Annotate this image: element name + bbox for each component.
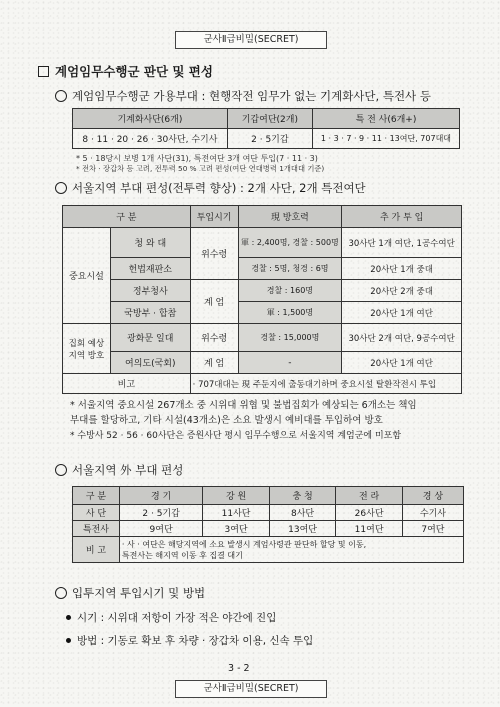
sec3-cell: 7여단: [402, 521, 463, 537]
sec3-cell: 사 단: [73, 505, 120, 521]
sec2-add: 20사단 1개 여단: [342, 302, 462, 324]
sec3-remark: · 사 · 여단은 해당지역에 소요 발생시 계엄사령관 판단하 할당 및 이동, 특전사는 해지역 이동 후 집결 대기: [119, 537, 463, 563]
sec2-bullet: * 수방사 52 · 56 · 60사단은 증원사단 평시 임무수행으로 서울지역 계엄군에 미포함: [70, 431, 402, 441]
sec2-bullet: * 서울지역 중요시설 267개소 중 시위대 위협 및 불법집회가 예상되는 6개소는 책임: [70, 400, 417, 411]
square-bullet-icon: [38, 66, 49, 77]
sec3-cell: 8사단: [269, 505, 336, 521]
sec3-cell: 9여단: [119, 521, 202, 537]
circle-bullet-icon: [55, 90, 67, 102]
sec2-group: 집회 예상 지역 방호: [63, 324, 111, 374]
sec2-remark: · 707대대는 現 주둔지에 출동대기하며 중요시설 탈환작전시 투입: [190, 374, 461, 394]
sec2-timing: 계 엄: [190, 352, 238, 374]
sec3-header: 경 기: [119, 487, 202, 505]
sec3-cell: 26사단: [336, 505, 403, 521]
sec2-add: 30사단 1개 여단, 1공수여단: [342, 228, 462, 258]
sec3-cell: 3여단: [203, 521, 270, 537]
sec2-header: 現 방호력: [238, 206, 342, 228]
sec2-remark-label: 비고: [63, 374, 191, 394]
sec1-note: * 전차 · 장갑차 등 고려, 전투력 50 % 고려 편성(여단 연대병력 1개대대 기준): [76, 164, 325, 173]
sec2-force: 경찰 : 15,000명: [238, 324, 342, 352]
sec1-cell: 2 · 5기갑: [227, 129, 312, 149]
sec1-header: 특 전 사(6개+): [312, 109, 459, 129]
sec2-name: 정부청사: [110, 280, 190, 302]
sec1-title: 계엄임무수행군 가용부대 : 현행작전 임무가 없는 기계화사단, 특전사 등: [55, 88, 431, 104]
sec3-cell: 13여단: [269, 521, 336, 537]
sec2-add: 20사단 1개 중대: [342, 258, 462, 280]
sec2-group: 중요시설: [63, 228, 111, 324]
sec2-name: 여의도(국회): [110, 352, 190, 374]
sec2-force: 경찰 : 5명, 청경 : 6명: [238, 258, 342, 280]
sec2-force: 軍 : 2,400명, 경찰 : 500명: [238, 228, 342, 258]
sec3-header: 충 청: [269, 487, 336, 505]
sec2-title: 서울지역 부대 편성(전투력 향상) : 2개 사단, 2개 특전여단: [55, 180, 366, 196]
main-heading-text: 계엄임무수행군 판단 및 편성: [55, 64, 213, 79]
sec2-force: -: [238, 352, 342, 374]
sec2-timing: 계 엄: [190, 280, 238, 324]
sec3-cell: 2 · 5기갑: [119, 505, 202, 521]
sec3-cell: 11사단: [203, 505, 270, 521]
sec3-cell: 특전사: [73, 521, 120, 537]
sec2-header: 투입시기: [190, 206, 238, 228]
sec2-name: 헌법재판소: [110, 258, 190, 280]
sec2-table: [62, 205, 462, 394]
classification-footer: 군사Ⅱ급비밀(SECRET): [175, 680, 327, 698]
sec2-name: 광화문 일대: [110, 324, 190, 352]
sec3-table: [72, 486, 464, 563]
sec1-cell: 1 · 3 · 7 · 9 · 11 · 13여단, 707대대: [312, 129, 459, 149]
sec3-title: 서울지역 外 부대 편성: [55, 462, 183, 478]
dot-bullet-icon: [66, 638, 71, 643]
sec2-bullet: 부대를 할당하고, 기타 시설(43개소)은 소요 발생시 예비대를 투입하여 방호: [70, 415, 383, 426]
sec4-item: 방법 : 기동로 확보 후 차량 · 장갑차 이용, 신속 투입: [66, 633, 313, 648]
circle-bullet-icon: [55, 587, 67, 599]
sec2-add: 20사단 1개 여단: [342, 352, 462, 374]
classification-header: 군사Ⅱ급비밀(SECRET): [175, 31, 327, 49]
sec2-force: 경찰 : 160명: [238, 280, 342, 302]
sec4-item: 시기 : 시위대 저항이 가장 적은 야간에 진입: [66, 610, 276, 625]
sec3-header: 구 분: [73, 487, 120, 505]
sec2-header: 추 가 투 입: [342, 206, 462, 228]
sec3-cell: 수기사: [402, 505, 463, 521]
sec2-force: 軍 : 1,500명: [238, 302, 342, 324]
sec2-add: 30사단 2개 여단, 9공수여단: [342, 324, 462, 352]
sec1-header: 기갑여단(2개): [227, 109, 312, 129]
sec2-header: 구 분: [63, 206, 191, 228]
sec1-table: [72, 108, 460, 149]
circle-bullet-icon: [55, 464, 67, 476]
sec3-header: 강 원: [203, 487, 270, 505]
sec2-add: 20사단 2개 중대: [342, 280, 462, 302]
main-heading: [38, 62, 213, 80]
sec3-remark-label: 비 고: [73, 537, 120, 563]
sec1-note: * 5 · 18당시 보병 1개 사단(31), 특전여단 3개 여단 투입(7 · 11 · 3): [76, 154, 318, 163]
sec3-header: 경 상: [402, 487, 463, 505]
sec2-timing: 위수령: [190, 228, 238, 280]
sec2-name: 국방부 · 합참: [110, 302, 190, 324]
sec2-name: 청 와 대: [110, 228, 190, 258]
sec1-cell: 8 · 11 · 20 · 26 · 30사단, 수기사: [73, 129, 228, 149]
sec1-header: 기계화사단(6개): [73, 109, 228, 129]
sec3-header: 전 라: [336, 487, 403, 505]
dot-bullet-icon: [66, 615, 71, 620]
sec2-timing: 위수령: [190, 324, 238, 352]
sec3-cell: 11여단: [336, 521, 403, 537]
sec4-title: 입투지역 투입시기 및 방법: [55, 585, 205, 601]
circle-bullet-icon: [55, 182, 67, 194]
page-number: 3 - 2: [228, 663, 250, 674]
